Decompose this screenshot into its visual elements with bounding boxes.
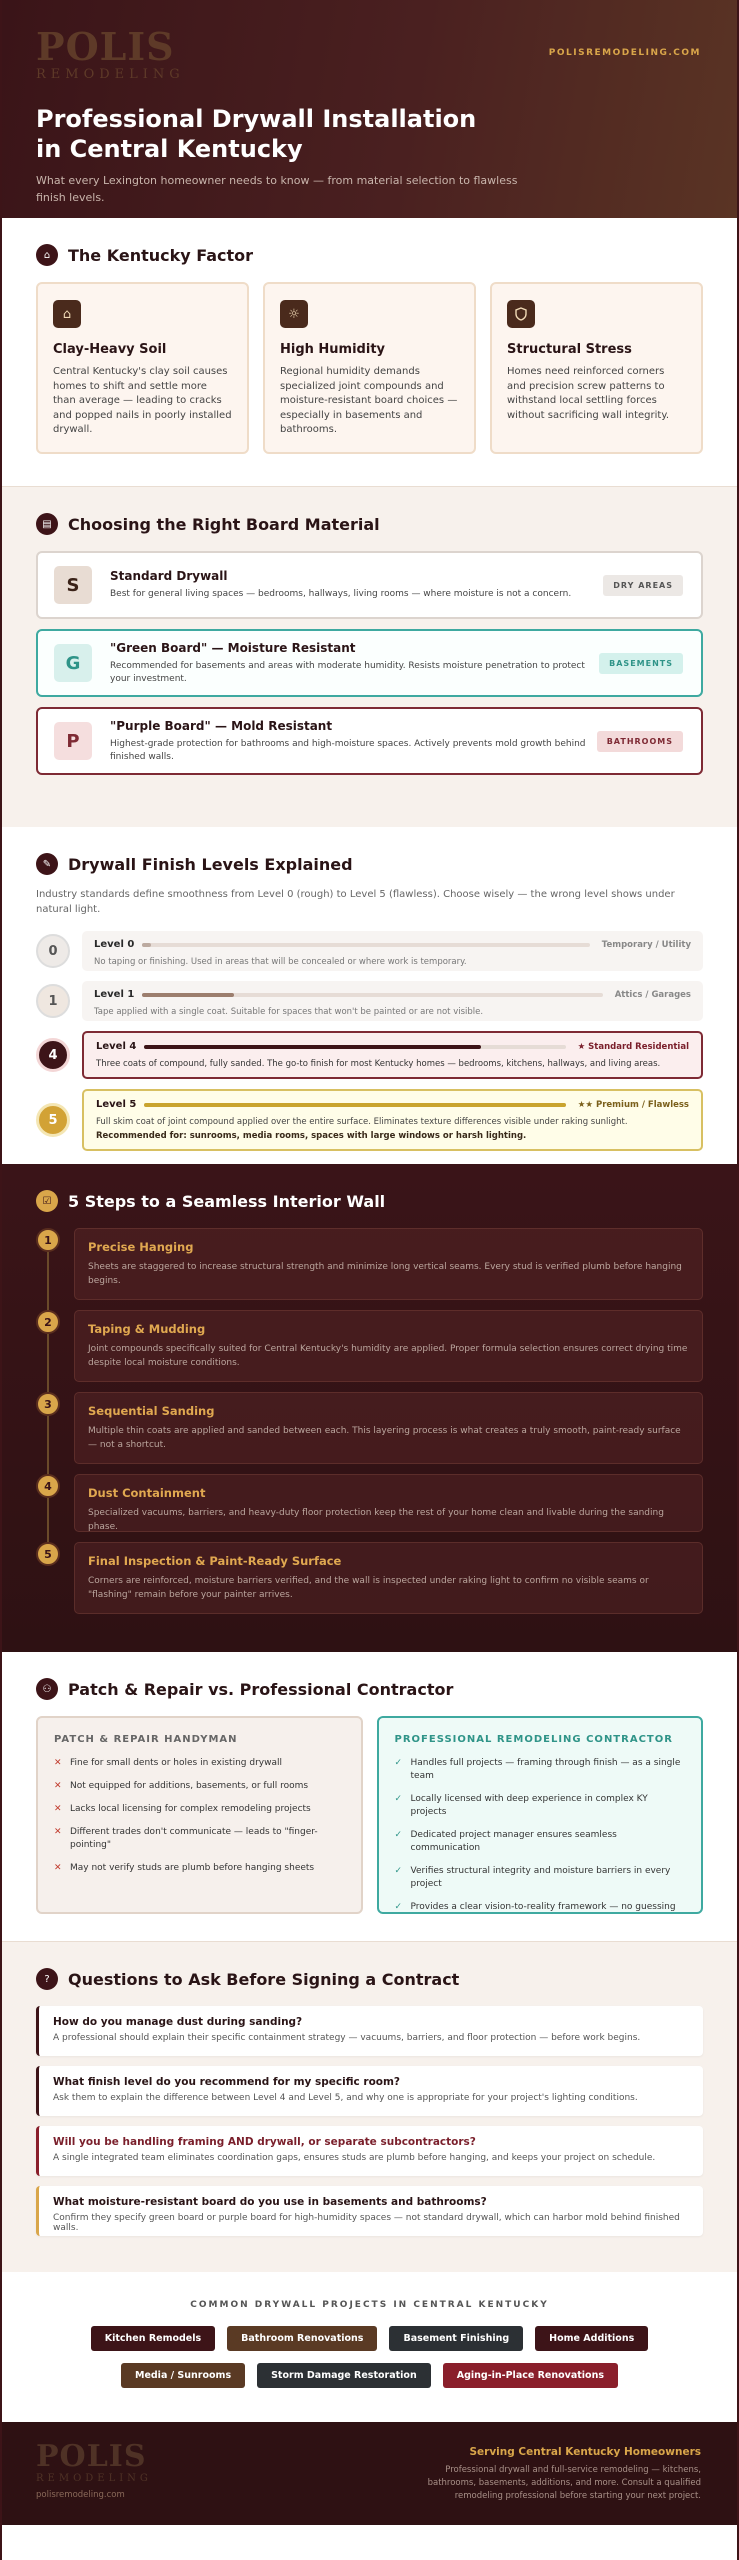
project-tag[interactable]: Storm Damage Restoration (257, 2363, 431, 2388)
house-icon: ⌂ (53, 300, 81, 328)
finish-level-row (36, 931, 703, 971)
level-progress-fill (142, 993, 234, 997)
check-icon: ✓ (394, 1866, 403, 1876)
question-text: How do you manage dust during sanding? (53, 2016, 303, 2028)
pencil-icon: ✎ (36, 853, 58, 875)
level-progress-bar (142, 943, 590, 947)
board-option-green (36, 629, 703, 697)
level-description: Full skim coat of joint compound applied over the entire surface. Eliminates texture differences visible under raking sunlight. (96, 1117, 628, 1127)
list-item: ✓ Verifies structural integrity and moisture barriers in every project (394, 1866, 671, 1889)
question-text: What finish level do you recommend for my specific room? (53, 2076, 401, 2088)
level-name: Level 4 (96, 1041, 137, 1052)
check-icon: ✓ (394, 1902, 403, 1912)
shield-icon (507, 300, 535, 328)
board-letter: P (54, 722, 92, 760)
level-tag: ★ Standard Residential (577, 1041, 689, 1052)
finish-level-row (36, 981, 703, 1021)
level-description: Three coats of compound, fully sanded. The go-to finish for most Kentucky homes — bedrooms, kitchens, hallways, and living areas. (96, 1059, 661, 1069)
questions-section (2, 1942, 737, 2272)
x-icon: ✕ (54, 1827, 62, 1837)
logo-wordmark: POLIS (36, 2439, 147, 2474)
step-text: Sheets are staggered to increase structural strength and minimize long vertical seams. Every stud is verified plumb before hanging begins. (88, 1262, 682, 1286)
level-progress-fill (144, 1103, 566, 1107)
list-item: ✓ Provides a clear vision-to-reality framework — no guessing (394, 1902, 676, 1912)
step-title: Precise Hanging (88, 1240, 194, 1254)
website-link[interactable]: POLISREMODELING.COM (548, 48, 701, 58)
section-title: Patch & Repair vs. Professional Contractor (68, 1679, 454, 1699)
board-letter: G (54, 644, 92, 682)
level-progress-bar (144, 1103, 566, 1107)
hero-header (2, 0, 737, 218)
question-text: Will you be handling framing AND drywall, or separate subcontractors? (53, 2136, 476, 2148)
project-tag[interactable]: Basement Finishing (389, 2326, 523, 2351)
footer-website-link[interactable]: polisremodeling.com (36, 2490, 125, 2500)
factor-card-text: Central Kentucky's clay soil causes homes to shift and settle more than average — leading to cracks and popped nails in poorly installed drywall. (53, 366, 232, 435)
page-subtitle: What every Lexington homeowner needs to know — from material selection to flawless finish levels. (36, 174, 518, 204)
level-name: Level 5 (96, 1099, 137, 1110)
answer-text: Ask them to explain the difference between Level 4 and Level 5, and why one is appropriate for your project's lighting conditions. (53, 2093, 638, 2103)
level-name: Level 0 (94, 939, 135, 950)
column-title: PATCH & REPAIR HANDYMAN (54, 1734, 238, 1745)
question-card (36, 2126, 703, 2176)
board-option-standard (36, 551, 703, 619)
level-progress-bar (144, 1045, 566, 1049)
step-title: Taping & Mudding (88, 1322, 206, 1336)
sun-icon: ☼ (280, 300, 308, 328)
step-number: 3 (36, 1392, 60, 1416)
section-title: 5 Steps to a Seamless Interior Wall (68, 1191, 386, 1211)
answer-text: A professional should explain their specific containment strategy — vacuums, barriers, and floor protection — before work begins. (53, 2033, 641, 2043)
question-card (36, 2186, 703, 2236)
level-tag: Temporary / Utility (601, 939, 691, 950)
level-tag: ★★ Premium / Flawless (577, 1099, 689, 1110)
step-title: Sequential Sanding (88, 1404, 215, 1418)
factor-card (490, 282, 703, 454)
footer-text: Professional drywall and full-service remodeling — kitchens, bathrooms, basements, additions, and more. Consult a qualified remodeling professional before starting your next project. (427, 2465, 701, 2501)
level-description: No taping or finishing. Used in areas that will be concealed or where work is temporary. (94, 957, 467, 967)
list-item: ✓ Dedicated project manager ensures seamless communication (394, 1830, 617, 1853)
board-material-section (2, 486, 737, 827)
check-icon: ✓ (394, 1794, 403, 1804)
list-item: ✕ May not verify studs are plumb before hanging sheets (54, 1863, 315, 1873)
level-recommendation: Recommended for: sunrooms, media rooms, spaces with large windows or harsh lighting. (96, 1131, 527, 1141)
x-icon: ✕ (54, 1758, 62, 1768)
level-progress-fill (142, 943, 151, 947)
factor-card-title: High Humidity (280, 342, 386, 357)
x-icon: ✕ (54, 1804, 62, 1814)
board-tag: BATHROOMS (597, 731, 683, 752)
check-icon: ✓ (394, 1758, 403, 1768)
logo-subtitle: REMODELING (36, 67, 185, 82)
level-progress-bar (142, 993, 603, 997)
logo-wordmark: POLIS (36, 24, 175, 69)
footer (2, 2422, 737, 2525)
step-item (36, 1310, 703, 1382)
step-number: 5 (36, 1542, 60, 1566)
section-title: The Kentucky Factor (68, 245, 254, 265)
finish-levels-section (2, 827, 737, 1164)
step-item (36, 1542, 703, 1614)
answer-text: Confirm they specify green board or purple board for high-humidity spaces — not standard drywall, which can harbor mold behind finished walls. (53, 2213, 680, 2233)
people-icon: ⚇ (36, 1678, 58, 1700)
checklist-icon: ☑ (36, 1190, 58, 1212)
step-number: 1 (36, 1228, 60, 1252)
comparison-section (2, 1652, 737, 1942)
level-badge: 4 (36, 1038, 70, 1072)
step-item (36, 1228, 703, 1300)
list-item: ✕ Lacks local licensing for complex remodeling projects (54, 1804, 311, 1814)
finish-level-row (36, 1031, 703, 1079)
step-text: Specialized vacuums, barriers, and heavy-duty floor protection keep the rest of your home clean and livable during the sanding phase. (88, 1508, 664, 1532)
section-title: Choosing the Right Board Material (68, 514, 380, 534)
factor-card (263, 282, 476, 454)
x-icon: ✕ (54, 1781, 62, 1791)
factor-card-text: Homes need reinforced corners and precision screw patterns to withstand local settling forces without sacrificing wall integrity. (507, 366, 669, 421)
board-tag: DRY AREAS (603, 575, 683, 596)
level-badge: 5 (36, 1103, 70, 1137)
project-tag[interactable]: Aging-in-Place Renovations (443, 2363, 618, 2388)
levels-intro: Industry standards define smoothness from Level 0 (rough) to Level 5 (flawless). Choose wisely — the wrong level shows under natural light. (36, 889, 675, 915)
page-title: Professional Drywall Installation in Central Kentucky (36, 105, 477, 163)
board-description: Recommended for basements and areas with moderate humidity. Resists moisture penetration to protect your investment. (110, 660, 585, 684)
list-item: ✕ Not equipped for additions, basements, or full rooms (54, 1781, 309, 1791)
factor-card-title: Structural Stress (507, 342, 632, 357)
factor-card-text: Regional humidity demands specialized joint compounds and moisture-resistant board choices — especially in basements and bathrooms. (280, 366, 458, 435)
step-item (36, 1392, 703, 1464)
factor-card (36, 282, 249, 454)
level-tag: Attics / Garages (614, 989, 691, 1000)
question-icon: ? (36, 1968, 58, 1990)
board-letter: S (54, 566, 92, 604)
question-card (36, 2006, 703, 2056)
project-tag[interactable]: Media / Sunrooms (121, 2363, 245, 2388)
board-tag: BASEMENTS (599, 653, 683, 674)
column-title: PROFESSIONAL REMODELING CONTRACTOR (394, 1734, 673, 1745)
project-tag[interactable]: Bathroom Renovations (227, 2326, 377, 2351)
list-item: ✕ Fine for small dents or holes in existing drywall (54, 1758, 282, 1768)
check-icon: ✓ (394, 1830, 403, 1840)
step-title: Final Inspection & Paint-Ready Surface (88, 1554, 342, 1568)
handyman-column (36, 1716, 363, 1914)
step-text: Joint compounds specifically suited for Central Kentucky's humidity are applied. Proper formula selection ensures correct drying time despite local moisture conditions. (88, 1344, 688, 1368)
step-text: Corners are reinforced, moisture barriers verified, and the wall is inspected under raking light to confirm no visible seams or "flashing" remain before your painter arrives. (88, 1576, 649, 1600)
x-icon: ✕ (54, 1863, 62, 1873)
footer-heading: Serving Central Kentucky Homeowners (469, 2446, 701, 2458)
level-description: Tape applied with a single coat. Suitable for spaces that won't be painted or are not visible. (94, 1007, 484, 1017)
step-number: 2 (36, 1310, 60, 1334)
board-description: Best for general living spaces — bedrooms, hallways, living rooms — where moisture is not a concern. (110, 589, 572, 599)
steps-section (2, 1164, 737, 1652)
contractor-column (377, 1716, 704, 1914)
list-item: ✕ Different trades don't communicate — leads to "finger-pointing" (54, 1827, 318, 1850)
section-title: Questions to Ask Before Signing a Contract (68, 1969, 460, 1989)
project-tag[interactable]: Kitchen Remodels (91, 2326, 215, 2351)
board-description: Highest-grade protection for bathrooms and high-moisture spaces. Actively prevents mold growth behind finished walls. (110, 738, 586, 762)
board-option-purple (36, 707, 703, 775)
board-title: Standard Drywall (110, 569, 228, 583)
board-title: "Purple Board" — Mold Resistant (110, 718, 333, 733)
projects-title: COMMON DRYWALL PROJECTS IN CENTRAL KENTUCKY (190, 2300, 549, 2310)
question-text: What moisture-resistant board do you use in basements and bathrooms? (53, 2196, 487, 2208)
step-item (36, 1474, 703, 1532)
project-tag[interactable]: Home Additions (535, 2326, 648, 2351)
level-badge: 1 (36, 984, 70, 1018)
finish-level-row (36, 1089, 703, 1151)
list-item: ✓ Handles full projects — framing through finish — as a single team (394, 1758, 681, 1781)
section-title: Drywall Finish Levels Explained (68, 854, 353, 874)
question-card (36, 2066, 703, 2116)
level-name: Level 1 (94, 989, 135, 1000)
factor-card-title: Clay-Heavy Soil (53, 342, 167, 357)
home-icon: ⌂ (36, 244, 58, 266)
logo-subtitle: REMODELING (36, 2473, 152, 2484)
projects-section (2, 2272, 737, 2422)
step-number: 4 (36, 1474, 60, 1498)
step-title: Dust Containment (88, 1486, 206, 1500)
level-progress-fill (144, 1045, 481, 1049)
board-title: "Green Board" — Moisture Resistant (110, 640, 356, 655)
kentucky-factor-section (2, 218, 737, 486)
answer-text: A single integrated team eliminates coordination gaps, ensures studs are plumb before hanging, and keeps your project on schedule. (53, 2153, 656, 2163)
step-text: Multiple thin coats are applied and sanded between each. This layering process is what creates a truly smooth, paint-ready surface — not a shortcut. (88, 1426, 681, 1450)
layers-icon: ▤ (36, 513, 58, 535)
list-item: ✓ Locally licensed with deep experience in complex KY projects (394, 1794, 648, 1817)
level-badge: 0 (36, 934, 70, 968)
